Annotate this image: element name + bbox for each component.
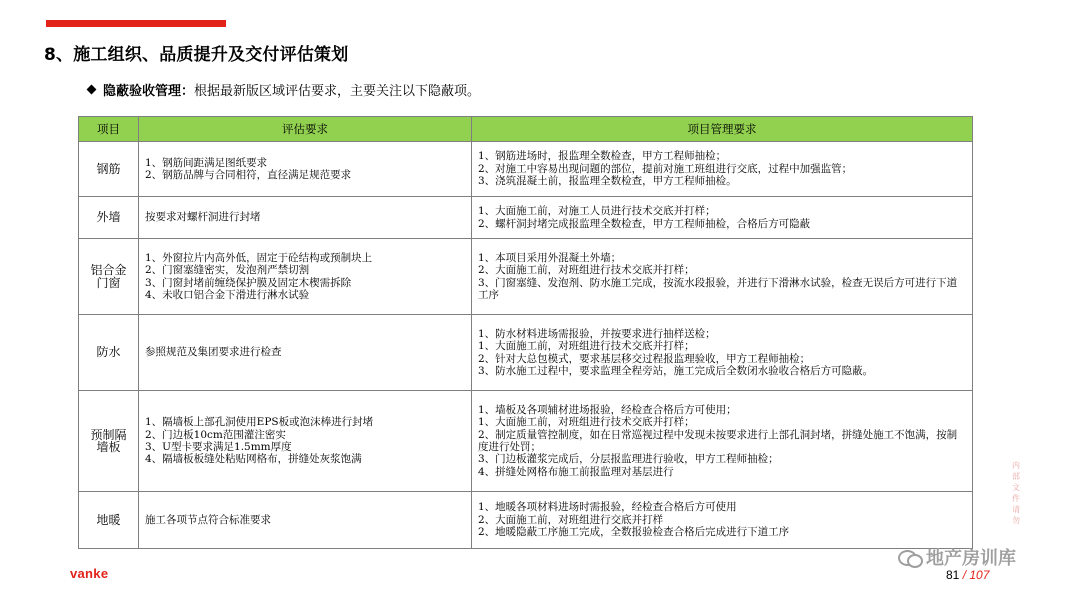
mgmt-line: 1、地暖各项材料进场时需报验，经检查合格后方可使用 bbox=[478, 501, 737, 514]
mgmt-line: 2、螺杆洞封堵完成报监理全数检查，甲方工程师抽检，合格后方可隐蔽 bbox=[478, 217, 811, 230]
mgmt-line: 2、针对大总包模式，要求基层移交过程报监理验收，甲方工程师抽检； bbox=[478, 352, 811, 365]
row-name: 预制隔墙板 bbox=[79, 391, 139, 492]
side-note-char: 部 bbox=[1012, 472, 1020, 481]
req-line: 按要求对螺杆洞进行封堵 bbox=[145, 211, 261, 224]
page-number bbox=[946, 568, 989, 582]
mgmt-line: 2、大面施工前，对班组进行技术交底并打样； bbox=[478, 264, 695, 277]
diamond-bullet-icon bbox=[87, 85, 97, 95]
row-requirements bbox=[139, 239, 472, 315]
mgmt-line: 1、钢筋进场时，报监理全数检查，甲方工程师抽检； bbox=[478, 150, 727, 163]
req-line: 1、隔墙板上部孔洞使用EPS板或泡沫棒进行封堵 bbox=[145, 416, 374, 429]
row-management bbox=[472, 239, 973, 315]
mgmt-line: 1、大面施工前，对班组进行技术交底并打样； bbox=[478, 340, 695, 353]
row-requirements bbox=[139, 315, 472, 391]
side-note-char: 内 bbox=[1012, 461, 1020, 470]
req-line: 3、U型卡要求满足1.5mm厚度 bbox=[145, 441, 292, 453]
table-row bbox=[79, 142, 973, 197]
row-management bbox=[472, 142, 973, 197]
table-row bbox=[79, 492, 973, 549]
vanke-logo: vanke bbox=[70, 566, 109, 581]
subtitle bbox=[88, 80, 480, 99]
row-management bbox=[472, 315, 973, 391]
mgmt-line: 1、墙板及各项辅材进场报验，经检查合格后方可使用； bbox=[478, 403, 737, 416]
side-note-char: 请 bbox=[1012, 505, 1020, 514]
mgmt-line: 2、地暖隐蔽工序施工完成，全数报验检查合格后完成进行下道工序 bbox=[478, 526, 790, 539]
row-management bbox=[472, 197, 973, 239]
row-name: 铝合金门窗 bbox=[79, 239, 139, 315]
req-line: 参照规范及集团要求进行检查 bbox=[145, 346, 282, 359]
side-note-char: 文 bbox=[1012, 483, 1020, 492]
table-row bbox=[79, 239, 973, 315]
req-line: 3、门窗封堵前缠绕保护膜及固定木楔需拆除 bbox=[145, 276, 352, 289]
row-requirements bbox=[139, 142, 472, 197]
mgmt-line: 4、拼缝处网格布施工前报监理对基层进行 bbox=[478, 465, 674, 478]
mgmt-line: 3、防水施工过程中，要求监理全程旁站，施工完成后全数闭水验收合格后方可隐蔽。 bbox=[478, 364, 874, 377]
page-total: / 107 bbox=[959, 568, 990, 582]
row-name: 地暖 bbox=[79, 492, 139, 549]
hidden-acceptance-table bbox=[78, 116, 973, 549]
mgmt-line: 3、门窗塞缝、发泡剂、防水施工完成，按流水段报验，并进行下滑淋水试验，检查无误后方可进行下道工序 bbox=[478, 276, 958, 301]
side-note bbox=[1010, 460, 1022, 526]
req-line: 1、外窗拉片内高外低，固定于砼结构或预制块上 bbox=[145, 251, 373, 264]
watermark bbox=[898, 544, 1016, 570]
watermark-text: 地产房训库 bbox=[926, 548, 1016, 569]
subtitle-bold: 隐蔽验收管理： bbox=[103, 84, 195, 99]
page-title: 8、施工组织、品质提升及交付评估策划 bbox=[44, 45, 349, 65]
side-note-char: 勿 bbox=[1012, 516, 1020, 525]
mgmt-line: 1、大面施工前，对班组进行技术交底并打样； bbox=[478, 416, 695, 429]
header-evaluation: 评估要求 bbox=[139, 117, 472, 142]
header-item: 项目 bbox=[79, 117, 139, 142]
header-management: 项目管理要求 bbox=[472, 117, 973, 142]
mgmt-line: 3、门边板灌浆完成后，分层报监理进行验收，甲方工程师抽检； bbox=[478, 453, 779, 466]
row-management bbox=[472, 492, 973, 549]
mgmt-line: 1、本项目采用外混凝土外墙； bbox=[478, 251, 622, 264]
side-note-char: 件 bbox=[1012, 494, 1020, 503]
table-row bbox=[79, 315, 973, 391]
title-accent-bar bbox=[46, 20, 226, 27]
subtitle-text: 根据最新版区域评估要求，主要关注以下隐蔽项。 bbox=[194, 84, 481, 99]
row-management bbox=[472, 391, 973, 492]
mgmt-line: 1、大面施工前，对施工人员进行技术交底并打样； bbox=[478, 205, 716, 218]
row-name: 钢筋 bbox=[79, 142, 139, 197]
req-line: 4、隔墙板板缝处粘贴网格布，拼缝处灰浆饱满 bbox=[145, 453, 362, 466]
req-line: 施工各项节点符合标准要求 bbox=[145, 513, 271, 526]
table-row bbox=[79, 391, 973, 492]
row-requirements bbox=[139, 197, 472, 239]
req-line: 2、门窗塞缝密实，发泡剂严禁切割 bbox=[145, 264, 310, 277]
mgmt-line: 2、制定质量管控制度，如在日常巡视过程中发现未按要求进行上部孔洞封堵，拼缝处施工不饱满，按制度进行处罚； bbox=[478, 428, 958, 453]
page-current: 81 bbox=[946, 568, 960, 582]
row-requirements bbox=[139, 492, 472, 549]
req-line: 2、钢筋品牌与合同相符，直径满足规范要求 bbox=[145, 169, 352, 181]
req-line: 4、未收口铝合金下滑进行淋水试验 bbox=[145, 288, 310, 301]
mgmt-line: 2、对施工中容易出现问题的部位，提前对施工班组进行交底，过程中加强监管； bbox=[478, 162, 853, 175]
table-row bbox=[79, 197, 973, 239]
mgmt-line: 1、防水材料进场需报验，并按要求进行抽样送检； bbox=[478, 327, 716, 340]
table-header-row bbox=[79, 117, 973, 142]
row-name: 防水 bbox=[79, 315, 139, 391]
req-line: 1、钢筋间距满足图纸要求 bbox=[145, 156, 268, 169]
wechat-icon bbox=[898, 548, 922, 566]
req-line: 2、门边板10cm范围灌注密实 bbox=[145, 428, 286, 441]
mgmt-line: 2、大面施工前，对班组进行交底并打样 bbox=[478, 513, 664, 526]
row-requirements bbox=[139, 391, 472, 492]
mgmt-line: 3、浇筑混凝土前，报监理全数检查，甲方工程师抽检。 bbox=[478, 175, 737, 188]
row-name: 外墙 bbox=[79, 197, 139, 239]
